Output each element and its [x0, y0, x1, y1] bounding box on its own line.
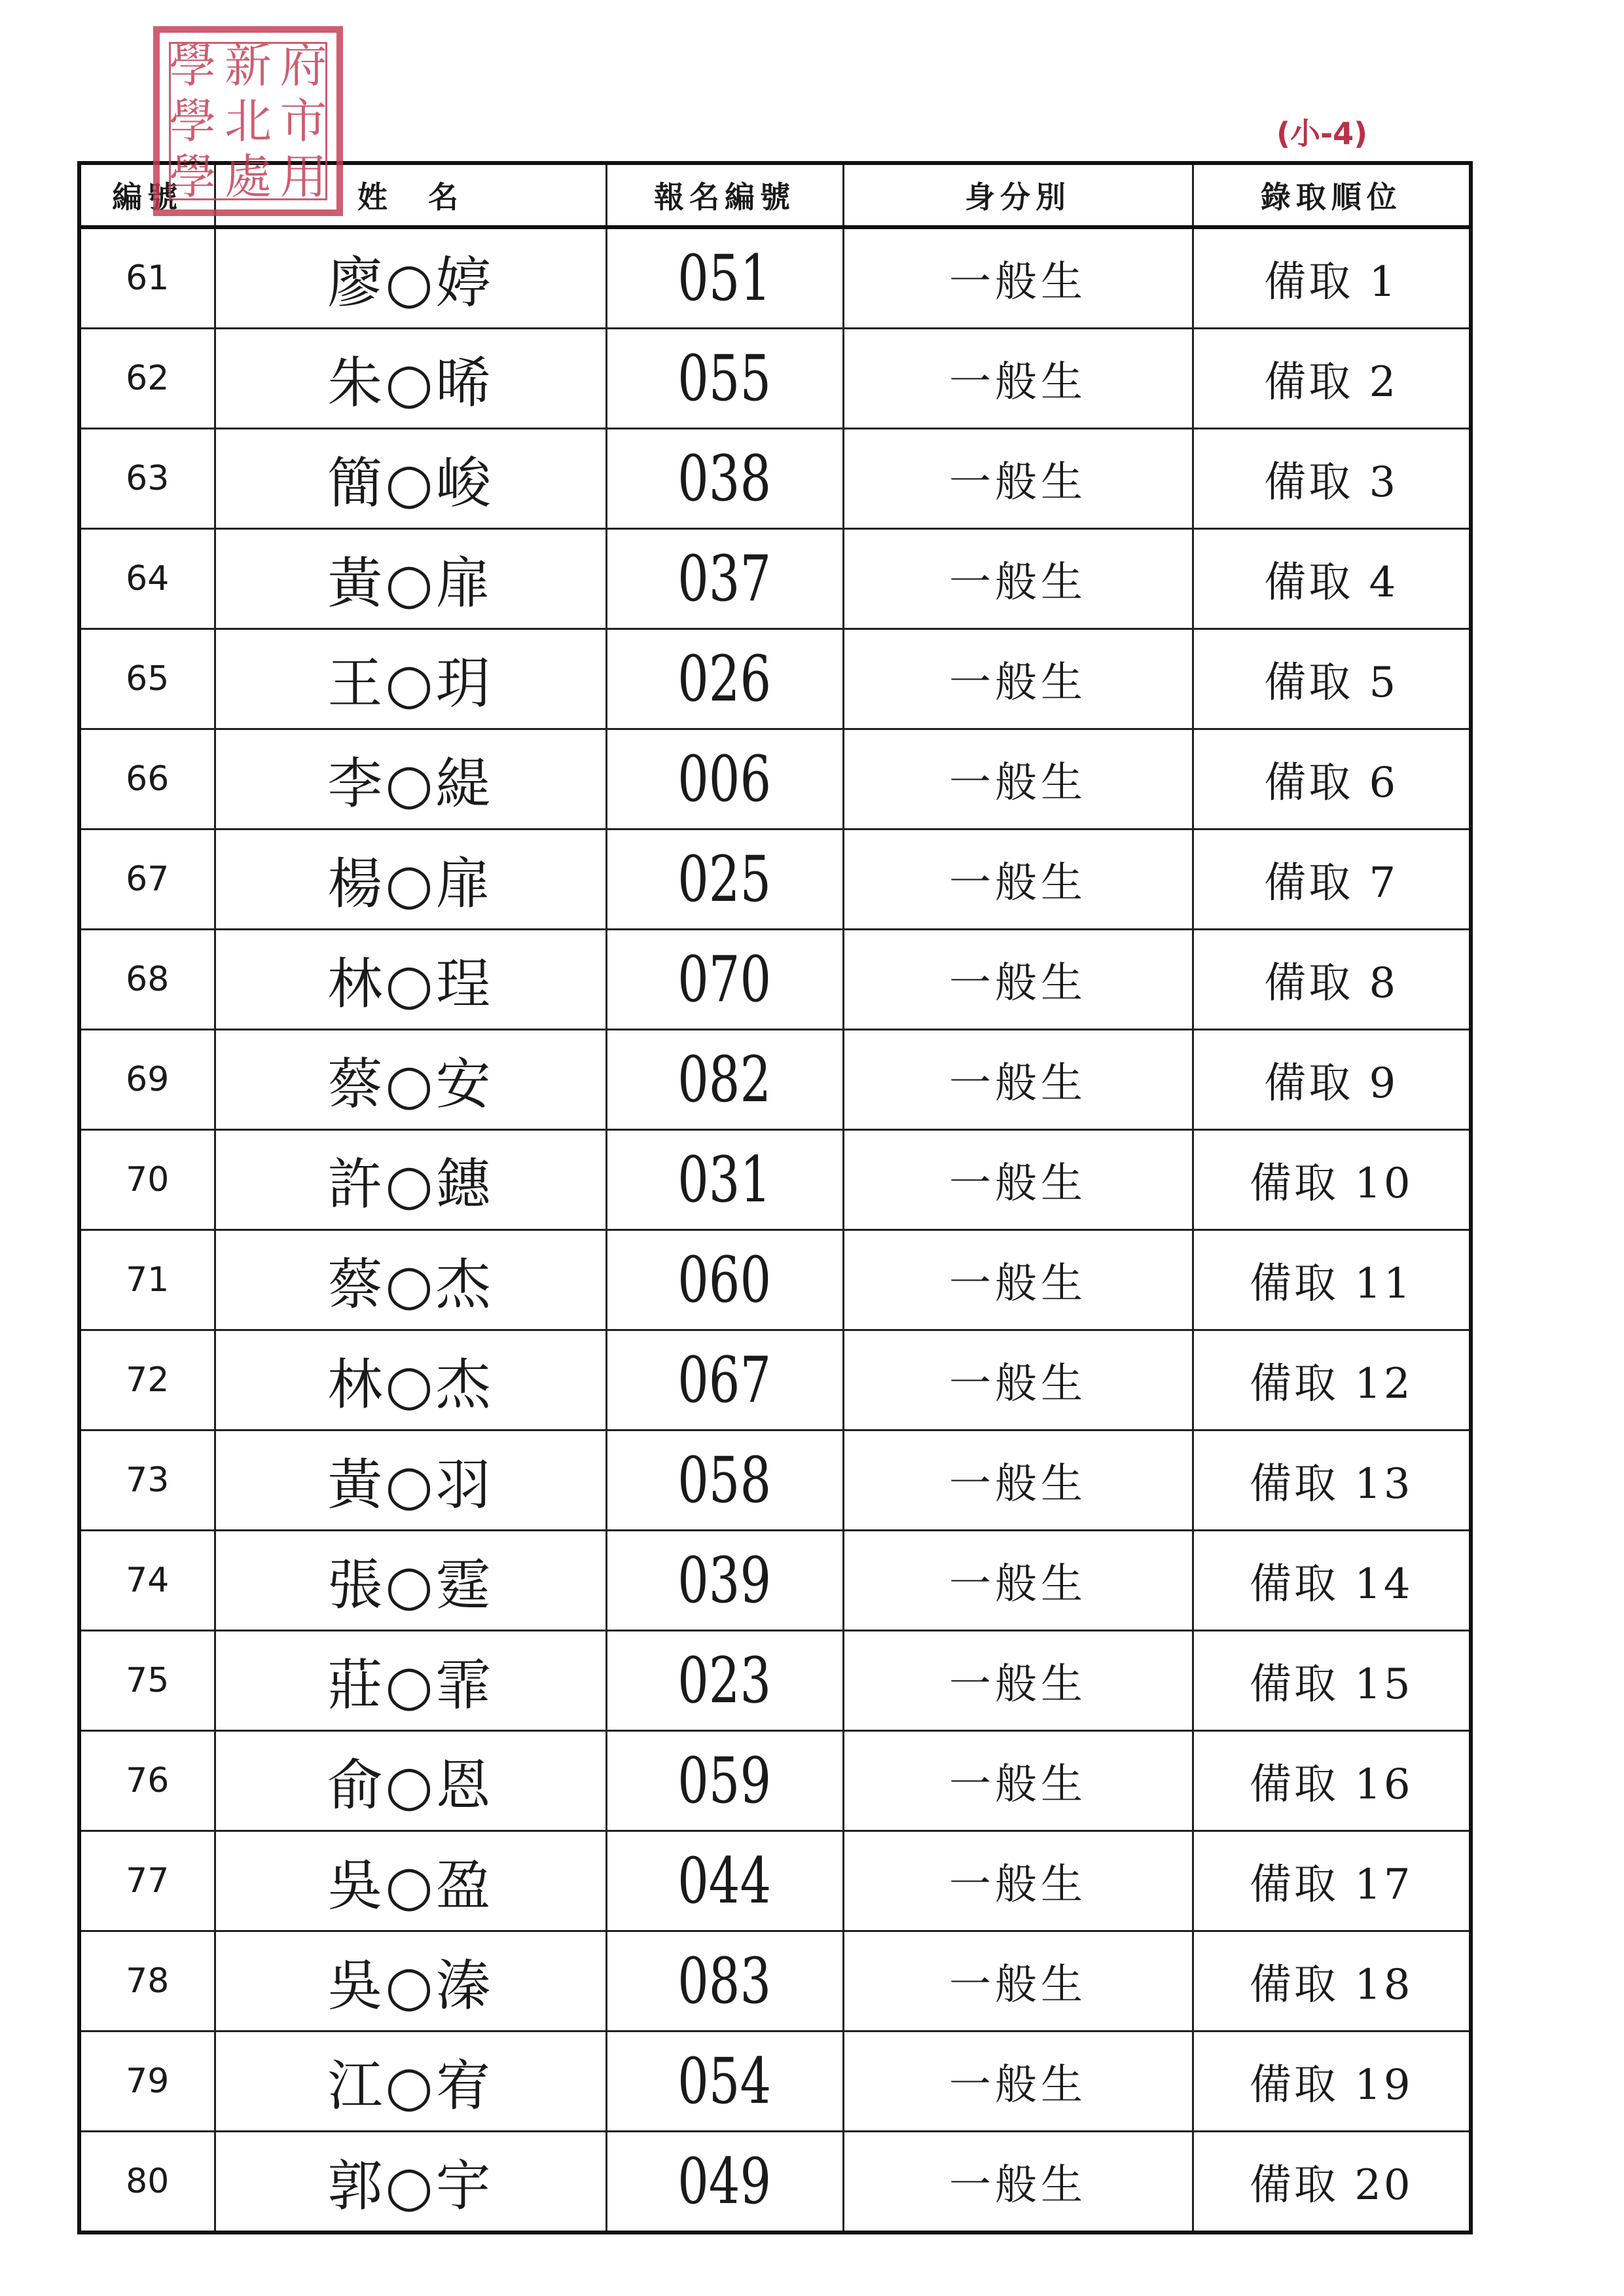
table-row [79, 2032, 1471, 2132]
cell-identity: 一般生 [843, 1030, 1193, 1130]
cell-admission-rank: 備取 6 [1193, 729, 1471, 829]
cell-number: 73 [79, 1430, 215, 1531]
registration-number-text: 023 [677, 1644, 772, 1717]
seal-char: 府 [280, 38, 327, 94]
cell-identity: 一般生 [843, 429, 1193, 529]
cell-admission-rank: 備取 9 [1193, 1030, 1471, 1130]
cell-admission-rank: 備取 1 [1193, 227, 1471, 329]
table-row [79, 829, 1471, 930]
cell-number: 74 [79, 1531, 215, 1631]
cell-number: 72 [79, 1330, 215, 1430]
seal-char: 市 [280, 93, 327, 149]
cell-registration-number [606, 1330, 843, 1430]
cell-admission-rank: 備取 11 [1193, 1230, 1471, 1330]
cell-name: 吳○盈 [215, 1831, 606, 1931]
cell-identity: 一般生 [843, 930, 1193, 1030]
cell-admission-rank: 備取 7 [1193, 829, 1471, 930]
cell-admission-rank: 備取 10 [1193, 1130, 1471, 1230]
registration-number-text: 026 [677, 642, 772, 716]
cell-number: 65 [79, 629, 215, 729]
table-row [79, 1931, 1471, 2032]
table-row [79, 1531, 1471, 1631]
table-row [79, 1731, 1471, 1831]
cell-registration-number [606, 729, 843, 829]
cell-number: 76 [79, 1731, 215, 1831]
cell-number: 68 [79, 930, 215, 1030]
table-row [79, 1330, 1471, 1430]
cell-identity: 一般生 [843, 2132, 1193, 2233]
cell-name: 黃○扉 [215, 529, 606, 629]
cell-number: 78 [79, 1931, 215, 2032]
cell-identity: 一般生 [843, 1430, 1193, 1531]
registration-number-text: 058 [677, 1444, 772, 1517]
seal-char: 新 [224, 38, 272, 94]
cell-identity: 一般生 [843, 1931, 1193, 2032]
cell-number: 75 [79, 1631, 215, 1731]
admission-roster-table [77, 161, 1473, 2234]
cell-number: 61 [79, 227, 215, 329]
registration-number-text: 060 [677, 1243, 772, 1317]
cell-identity: 一般生 [843, 329, 1193, 429]
registration-number-text: 044 [677, 1844, 772, 1918]
cell-identity: 一般生 [843, 227, 1193, 329]
table-row [79, 529, 1471, 629]
cell-number: 70 [79, 1130, 215, 1230]
registration-number-text: 051 [677, 242, 772, 315]
table-row [79, 2132, 1471, 2233]
cell-registration-number [606, 1731, 843, 1831]
cell-number: 71 [79, 1230, 215, 1330]
cell-name: 林○珵 [215, 930, 606, 1030]
cell-identity: 一般生 [843, 1631, 1193, 1731]
cell-name: 王○玥 [215, 629, 606, 729]
cell-admission-rank: 備取 20 [1193, 2132, 1471, 2233]
cell-identity: 一般生 [843, 729, 1193, 829]
cell-registration-number [606, 1831, 843, 1931]
registration-number-text: 006 [677, 742, 772, 816]
table-row [79, 729, 1471, 829]
cell-admission-rank: 備取 8 [1193, 930, 1471, 1030]
cell-admission-rank: 備取 3 [1193, 429, 1471, 529]
seal-char: 處 [224, 149, 272, 204]
cell-registration-number [606, 1230, 843, 1330]
cell-admission-rank: 備取 17 [1193, 1831, 1471, 1931]
cell-admission-rank: 備取 2 [1193, 329, 1471, 429]
cell-name: 廖○婷 [215, 227, 606, 329]
cell-identity: 一般生 [843, 2032, 1193, 2132]
registration-number-text: 055 [677, 342, 772, 415]
header-identity: 身分別 [843, 163, 1193, 227]
registration-number-text: 038 [677, 442, 772, 515]
cell-number: 67 [79, 829, 215, 930]
cell-name: 江○宥 [215, 2032, 606, 2132]
cell-registration-number [606, 1430, 843, 1531]
cell-registration-number [606, 227, 843, 329]
cell-registration-number [606, 2032, 843, 2132]
registration-number-text: 067 [677, 1343, 772, 1417]
table-row [79, 1430, 1471, 1531]
cell-admission-rank: 備取 15 [1193, 1631, 1471, 1731]
cell-name: 朱○晞 [215, 329, 606, 429]
cell-name: 吳○溱 [215, 1931, 606, 2032]
registration-number-text: 082 [677, 1043, 772, 1116]
cell-registration-number [606, 1931, 843, 2032]
cell-number: 64 [79, 529, 215, 629]
cell-registration-number [606, 1531, 843, 1631]
cell-identity: 一般生 [843, 1531, 1193, 1631]
header-row [79, 163, 1471, 227]
cell-admission-rank: 備取 14 [1193, 1531, 1471, 1631]
cell-admission-rank: 備取 12 [1193, 1330, 1471, 1430]
cell-admission-rank: 備取 16 [1193, 1731, 1471, 1831]
cell-number: 80 [79, 2132, 215, 2233]
cell-registration-number [606, 1631, 843, 1731]
cell-name: 楊○扉 [215, 829, 606, 930]
seal-char: 學 [169, 38, 217, 94]
cell-registration-number [606, 930, 843, 1030]
cell-number: 69 [79, 1030, 215, 1130]
registration-number-text: 037 [677, 542, 772, 615]
table-row [79, 1130, 1471, 1230]
table-row [79, 429, 1471, 529]
cell-identity: 一般生 [843, 1130, 1193, 1230]
cell-identity: 一般生 [843, 629, 1193, 729]
cell-number: 77 [79, 1831, 215, 1931]
header-name: 姓 名 [215, 163, 606, 227]
cell-number: 79 [79, 2032, 215, 2132]
seal-char: 用 [280, 149, 327, 204]
registration-number-text: 083 [677, 1944, 772, 2018]
table-row [79, 1631, 1471, 1731]
cell-registration-number [606, 829, 843, 930]
table-row [79, 1230, 1471, 1330]
cell-name: 俞○恩 [215, 1731, 606, 1831]
seal-char: 學 [169, 93, 217, 149]
table-row [79, 329, 1471, 429]
cell-admission-rank: 備取 18 [1193, 1931, 1471, 2032]
header-reg-no: 報名編號 [606, 163, 843, 227]
table-row [79, 227, 1471, 329]
seal-char: 學 [169, 149, 217, 204]
cell-admission-rank: 備取 4 [1193, 529, 1471, 629]
cell-registration-number [606, 1030, 843, 1130]
cell-name: 蔡○安 [215, 1030, 606, 1130]
table-header [79, 163, 1471, 227]
cell-registration-number [606, 329, 843, 429]
page-label: (小-4) [1276, 116, 1368, 151]
header-no: 編號 [79, 163, 215, 227]
cell-name: 莊○霏 [215, 1631, 606, 1731]
cell-name: 蔡○杰 [215, 1230, 606, 1330]
header-rank: 錄取順位 [1193, 163, 1471, 227]
cell-admission-rank: 備取 19 [1193, 2032, 1471, 2132]
cell-admission-rank: 備取 5 [1193, 629, 1471, 729]
registration-number-text: 049 [677, 2145, 772, 2218]
table-row [79, 1030, 1471, 1130]
cell-registration-number [606, 2132, 843, 2233]
cell-name: 簡○峻 [215, 429, 606, 529]
cell-identity: 一般生 [843, 1831, 1193, 1931]
table-row [79, 930, 1471, 1030]
cell-name: 張○霆 [215, 1531, 606, 1631]
cell-name: 李○緹 [215, 729, 606, 829]
cell-identity: 一般生 [843, 1731, 1193, 1831]
cell-name: 林○杰 [215, 1330, 606, 1430]
cell-admission-rank: 備取 13 [1193, 1430, 1471, 1531]
registration-number-text: 054 [677, 2045, 772, 2118]
cell-registration-number [606, 529, 843, 629]
table-body [79, 227, 1471, 2232]
table-row [79, 629, 1471, 729]
cell-name: 郭○宇 [215, 2132, 606, 2233]
cell-number: 63 [79, 429, 215, 529]
cell-identity: 一般生 [843, 529, 1193, 629]
cell-number: 62 [79, 329, 215, 429]
seal-char: 北 [224, 93, 272, 149]
registration-number-text: 059 [677, 1744, 772, 1817]
registration-number-text: 039 [677, 1544, 772, 1617]
cell-registration-number [606, 429, 843, 529]
cell-name: 黃○羽 [215, 1430, 606, 1531]
cell-registration-number [606, 629, 843, 729]
table-row [79, 1831, 1471, 1931]
registration-number-text: 070 [677, 943, 772, 1016]
cell-registration-number [606, 1130, 843, 1230]
cell-number: 66 [79, 729, 215, 829]
registration-number-text: 031 [677, 1143, 772, 1216]
cell-identity: 一般生 [843, 1330, 1193, 1430]
registration-number-text: 025 [677, 843, 772, 916]
cell-name: 許○鏸 [215, 1130, 606, 1230]
cell-identity: 一般生 [843, 1230, 1193, 1330]
cell-identity: 一般生 [843, 829, 1193, 930]
